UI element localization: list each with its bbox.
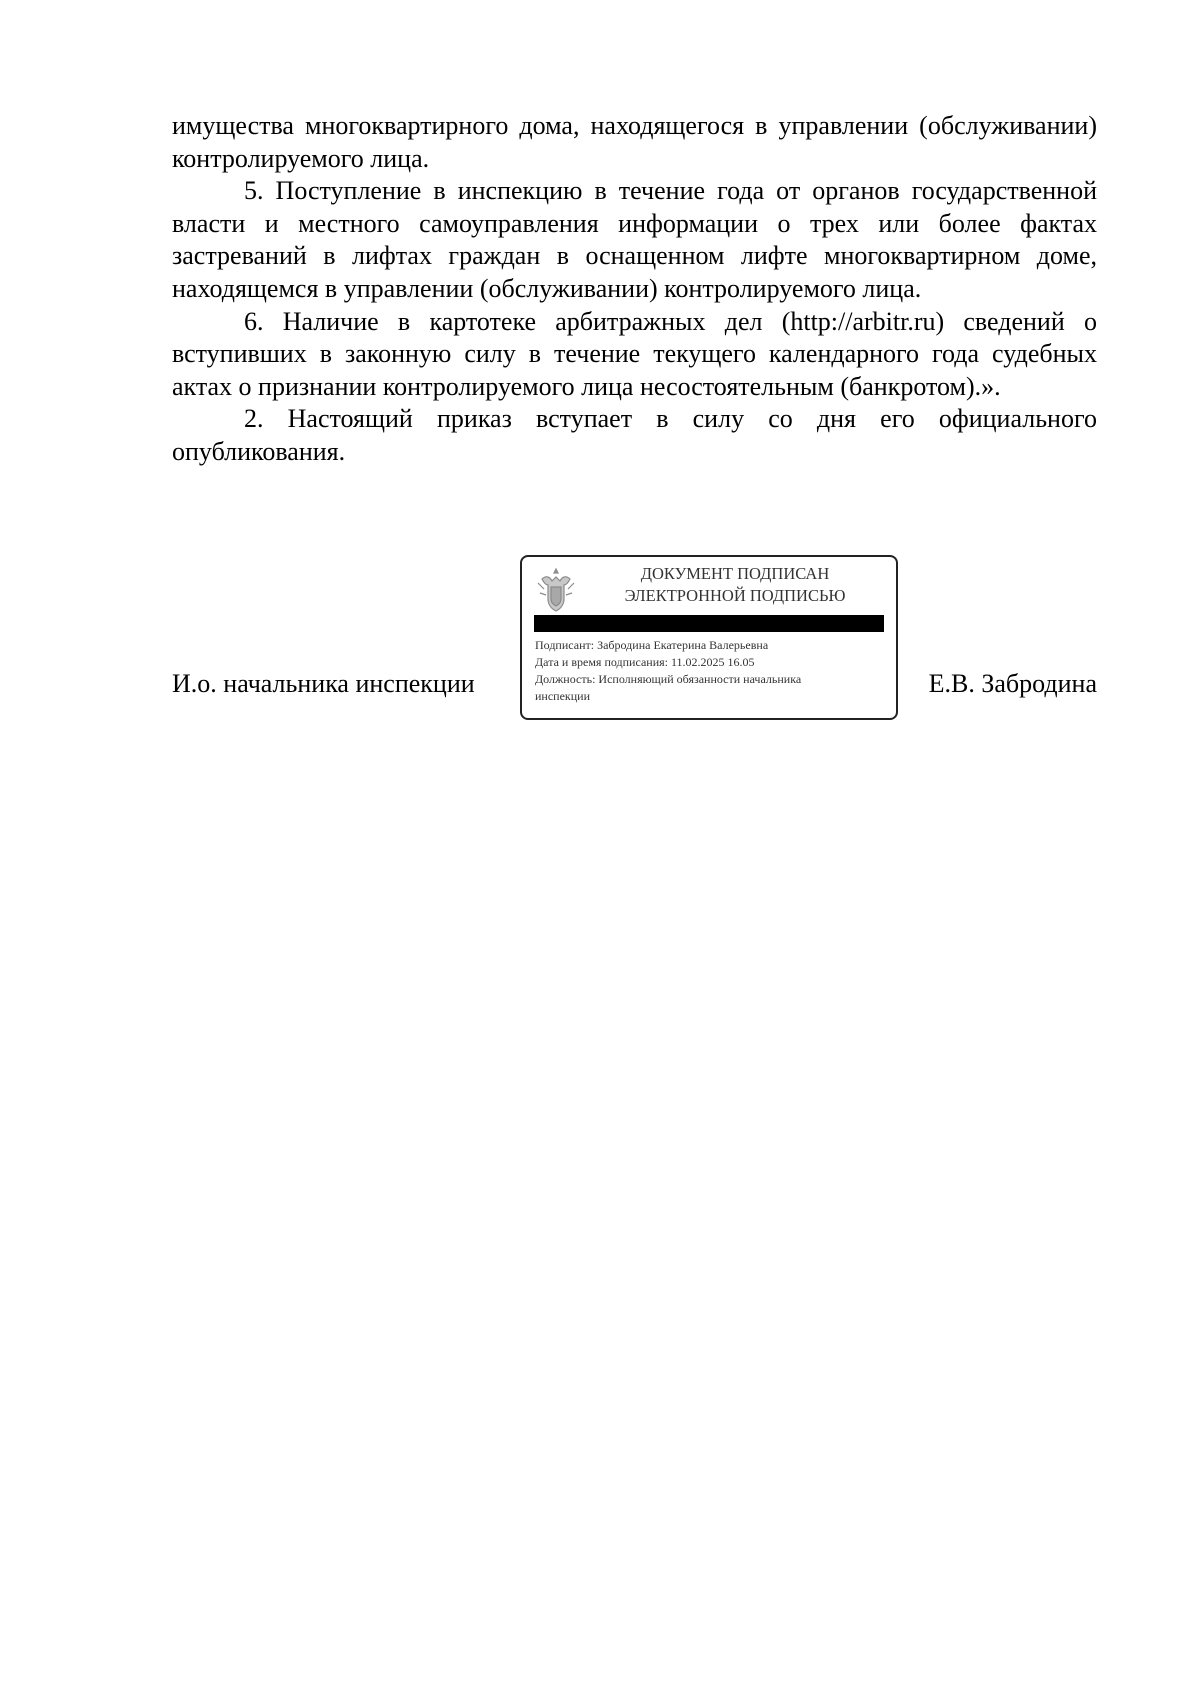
paragraph-item-2: 2. Настоящий приказ вступает в силу со дня его официального опубликования. (172, 404, 1097, 466)
paragraph-continuation: имущества многоквартирного дома, находящегося в управлении (обслуживании) контролируемого лица. (172, 111, 1097, 173)
stamp-signer: Подписант: Забродина Екатерина Валерьевна (535, 638, 769, 652)
stamp-details (535, 637, 886, 705)
signer-name: Е.В. Забродина (928, 669, 1097, 698)
stamp-position-line-1: Должность: Исполняющий обязанности начальника (535, 672, 802, 686)
document-body (172, 110, 1097, 469)
paragraph-item-6: 6. Наличие в картотеке арбитражных дел (http://arbitr.ru) сведений о вступивших в законную силу в течение текущего календарного года судебных актах о признании контролируемого лица несостоятельным (банкротом).». (172, 306, 1097, 401)
stamp-position-line-2: инспекции (535, 689, 591, 703)
redacted-certificate-bar (534, 615, 884, 632)
paragraph-item-5: 5. Поступление в инспекцию в течение года от органов государственной власти и местного самоуправления информации о трех или более фактах застреваний в лифтах граждан в оснащенном лифте многоквартирном доме, находящемся в управлении (обслуживании) контролируемого лица. (172, 176, 1097, 303)
stamp-title-line-1: ДОКУМЕНТ ПОДПИСАН (640, 564, 830, 583)
coat-of-arms-icon (534, 565, 578, 613)
stamp-title-line-2: ЭЛЕКТРОННОЙ ПОДПИСЬЮ (624, 586, 846, 605)
electronic-signature-stamp (520, 555, 898, 720)
signer-position: И.о. начальника инспекции (172, 669, 475, 698)
stamp-datetime: Дата и время подписания: 11.02.2025 16.05 (535, 655, 755, 669)
signature-block (172, 555, 1097, 725)
stamp-title (582, 563, 888, 607)
